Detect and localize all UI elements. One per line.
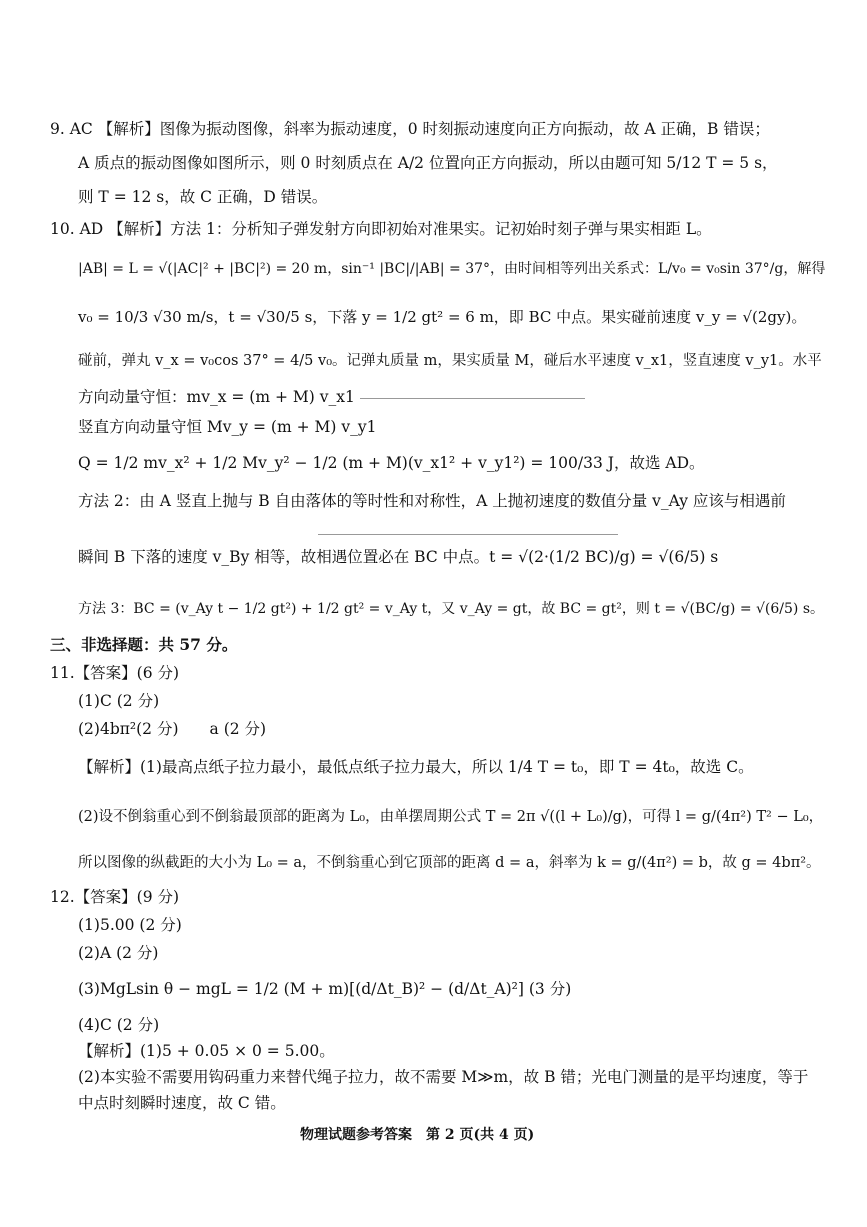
answer-12-part-2: (2)A (2 分) — [78, 944, 159, 962]
answer-11-part-2: (2)4bπ²(2 分) a (2 分) — [78, 720, 267, 738]
answer-12-analysis-1: 【解析】(1)5 + 0.05 × 0 = 5.00。 — [78, 1042, 335, 1060]
answer-10-line-2: |AB| = L = √(|AC|² + |BC|²) = 20 m，sin⁻¹ |BC|/|AB| = 37°，由时间相等列出关系式：L/v₀ = v₀sin 37°/g，解得 — [78, 261, 826, 277]
horizontal-rule — [318, 534, 618, 535]
answer-12-part-4: (4)C (2 分) — [78, 1016, 160, 1034]
answer-11-part-1: (1)C (2 分) — [78, 692, 160, 710]
page-footer: 物理试题参考答案 第 2 页(共 4 页) — [300, 1127, 535, 1143]
answer-9-line-3: 则 T = 12 s，故 C 正确，D 错误。 — [78, 188, 328, 206]
answer-11-heading: 11.【答案】(6 分) — [50, 664, 180, 682]
answer-9-line-1: 9. AC 【解析】图像为振动图像，斜率为振动速度，0 时刻振动速度向正方向振动，故 A 正确，B 错误； — [50, 120, 770, 138]
answer-12-heading: 12.【答案】(9 分) — [50, 888, 180, 906]
answer-9-line-2: A 质点的振动图像如图所示，则 0 时刻质点在 A/2 位置向正方向振动，所以由题可知 5/12 T = 5 s， — [78, 154, 778, 172]
answer-11-analysis-2: (2)设不倒翁重心到不倒翁最顶部的距离为 L₀，由单摆周期公式 T = 2π √((l + L₀)/g)，可得 l = g/(4π²) T² − L₀， — [78, 809, 824, 825]
answer-10-line-9: 瞬间 B 下落的速度 v_By 相等，故相遇位置必在 BC 中点。t = √(2·(1/2 BC)/g) = √(6/5) s — [78, 548, 719, 566]
answer-10-line-5: 方向动量守恒：mv_x = (m + M) v_x1 — [78, 388, 355, 406]
horizontal-rule — [360, 398, 585, 399]
answer-12-part-3: (3)MgLsin θ − mgL = 1/2 (M + m)[(d/Δt_B)² − (d/Δt_A)²] (3 分) — [78, 980, 572, 998]
answer-12-analysis-3: 中点时刻瞬时速度，故 C 错。 — [78, 1094, 286, 1112]
answer-12-part-1: (1)5.00 (2 分) — [78, 916, 182, 934]
answer-10-line-3: v₀ = 10/3 √30 m/s，t = √30/5 s，下落 y = 1/2 gt² = 6 m，即 BC 中点。果实碰前速度 v_y = √(2gy)。 — [78, 308, 807, 326]
answer-12-analysis-2: (2)本实验不需要用钩码重力来替代绳子拉力，故不需要 M≫m，故 B 错；光电门测量的是平均速度，等于 — [78, 1068, 809, 1086]
answer-10-line-4: 碰前，弹丸 v_x = v₀cos 37° = 4/5 v₀。记弹丸质量 m，果实质量 M，碰后水平速度 v_x1，竖直速度 v_y1。水平 — [78, 353, 822, 369]
answer-11-analysis-1: 【解析】(1)最高点纸子拉力最小，最低点纸子拉力最大，所以 1/4 T = t₀，即 T = 4t₀，故选 C。 — [78, 758, 754, 776]
answer-10-method-2: 方法 2：由 A 竖直上抛与 B 自由落体的等时性和对称性，A 上抛初速度的数值分量 v_Ay 应该与相遇前 — [78, 492, 786, 510]
answer-10-line-6: 竖直方向动量守恒 Mv_y = (m + M) v_y1 — [78, 418, 377, 436]
answer-10-method-3: 方法 3：BC = (v_Ay t − 1/2 gt²) + 1/2 gt² = v_Ay t，又 v_Ay = gt，故 BC = gt²，则 t = √(BC/g) = √(6/5) s。 — [78, 601, 825, 617]
answer-10-line-1: 10. AD 【解析】方法 1：分析知子弹发射方向即初始对准果实。记初始时刻子弹与果实相距 L。 — [50, 220, 712, 238]
answer-11-analysis-3: 所以图像的纵截距的大小为 L₀ = a，不倒翁重心到它顶部的距离 d = a，斜率为 k = g/(4π²) = b，故 g = 4bπ²。 — [78, 855, 821, 871]
answer-10-line-7: Q = 1/2 mv_x² + 1/2 Mv_y² − 1/2 (m + M)(v_x1² + v_y1²) = 100/33 J，故选 AD。 — [78, 454, 705, 472]
section-heading: 三、非选择题：共 57 分。 — [50, 635, 238, 654]
